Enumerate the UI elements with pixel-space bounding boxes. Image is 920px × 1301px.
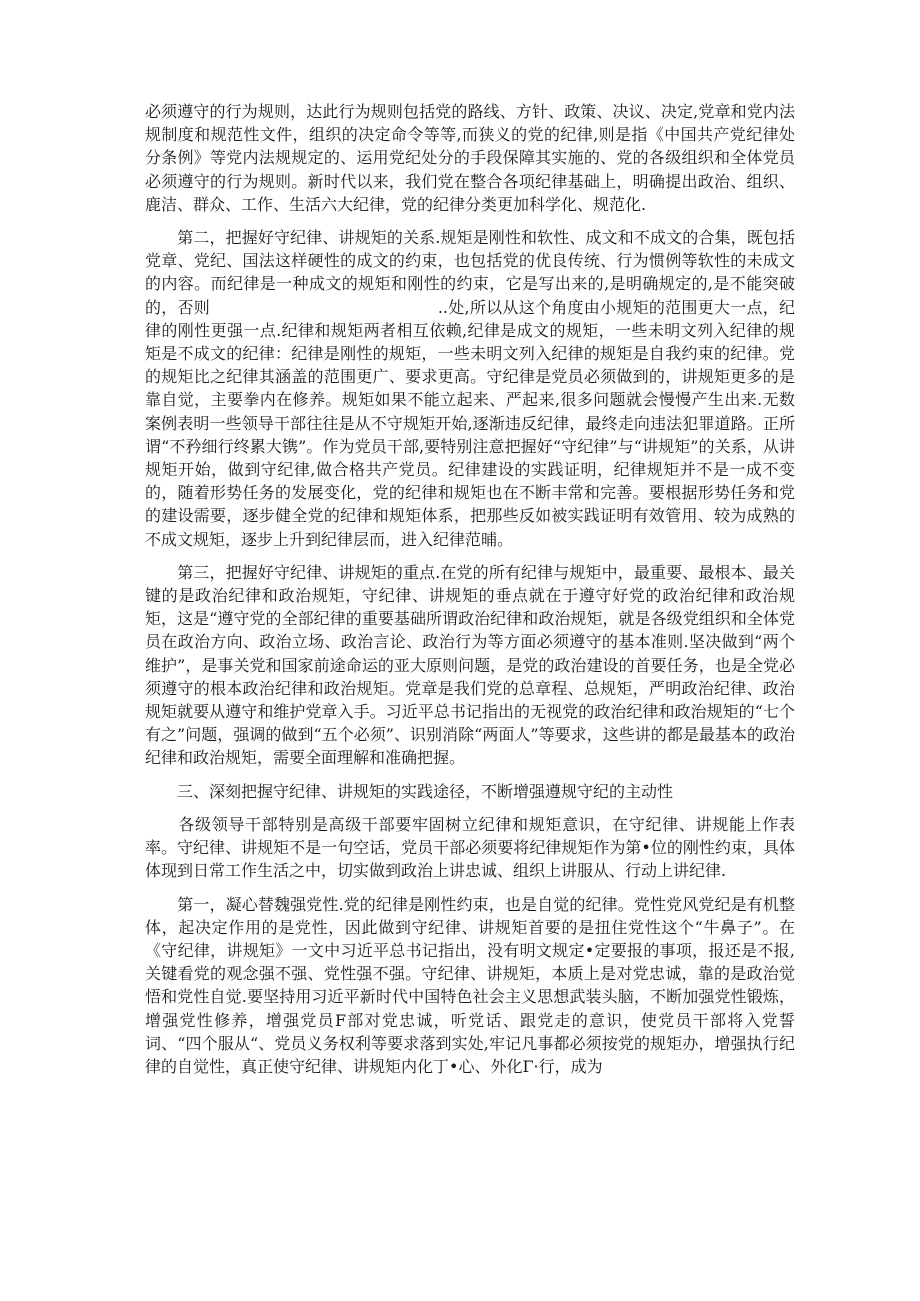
paragraph-first-party-spirit: 第一，凝心替魏强党性.党的纪律是刚性约束，也是自觉的纪律。党性党风党纪是有机整体，起决定作用的是党性，因此做到守纪律、讲规矩首要的是扭住党性这个“牛鼻子”。在《守纪律，讲规矩》一文中习近平总书记指出，没有明文规定•定要报的事项，报还是不报,关键看党的观念强不强、党性强不强。守纪律、讲规矩，本质上是对党忠诚，靠的是政治觉悟和党性自觉.要坚持用习近平新时代中国特色社会主义思想武装头脑，不断加强党性锻炼，增强党性修养，增强党员F部对党忠诚，听党话、跟党走的意识，使党员干部将入党誓词、“四个服从“、党员义务权利等要求落到实处,牢记凡事都必须按党的规矩办，增强执行纪律的自觉性，真正使守纪律、讲规矩内化丁•心、外化Γ·行，成为 — [145, 894, 795, 1076]
paragraph-discipline-definition: 必须遵守的行为规则，达此行为规则包括党的路线、方针、政策、决议、决定,党章和党内法规制度和规范性文件，组织的决定命令等等,而狭义的党的纪律,则是指《中国共产党纪律处分条例》等党内法规规定的、运用党纪处分的手段保障其实施的、党的各级组织和全体党员必须遵守的行为规则。新时代以来，我们党在整合各项纪律基础上，明确提出政治、组织、鹿洁、群众、工作、生活六大纪律，党的纪律分类更加科学化、规范化. — [145, 102, 795, 214]
section-heading-three: 三、深刻把握守纪律、讲规矩的实践途径，不断增强遵规守纪的主动性 — [145, 781, 674, 801]
paragraph-leaders-example: 各级领导干部特别是高级干部要牢固树立纪律和规矩意识，在守纪律、讲规能上作表率。守纪律、讲规矩不是一句空话，党员干部必须要将纪律规矩作为第•位的刚性约束，具体体现到日常工作生活之中，切实做到政治上讲忠诚、组织上讲服从、行动上讲纪律. — [145, 814, 795, 881]
paragraph-third-focus: 第三，把握好守纪律、讲规矩的重点.在党的所有纪律与规矩中，最重要、最根本、最关键的是政治纪律和政治规矩，守纪律、讲规矩的垂点就在于遵守好党的政治纪律和政治规矩，这是“遵守党的全部纪律的重要基础所谓政治纪律和政治规矩，就是各级党组织和全体党员在政治方向、政治立场、政治言论、政治行为等方面必须遵守的基本准则.坚决做到“两个维护”，是事关党和国家前途命运的亚大原则问题，是党的政治建设的首要任务，也是全党必须遵守的根本政治纪律和政治规矩。党章是我们党的总章程、总规矩，严明政治纪律、政治规矩就要从遵守和维护党章入手。习近平总书记指出的无视党的政治纪律和政治规矩的“七个有之”问题，强调的做到“五个必须”、识别消除“两面人”等要求，这些讲的都是最基本的政治纪律和政治规矩，需要全面理解和准确把握。 — [145, 562, 795, 768]
paragraph-second-relationship: 第二，把握好守纪律、讲规矩的关系.规矩是刚性和软性、成文和不成文的合集，既包括党章、党纪、国法这样硬性的成文的约束，也包括党的优良传统、行为惯例等软性的未成文的内容。而纪律是一种成文的规矩和刚性的约束，它是写出来的,是明确规定的,是不能突破的，否则 ..处,所以从这个角度由小规矩的范围更大一点，纪律的刚性更强一点.纪律和规矩两者相互依赖,纪律是成文的规矩，一些未明文列入纪律的规矩是不成文的纪律：纪律是刚性的规矩，一些未明文列入纪律的规矩是自我约束的纪律。党的规矩比之纪律其涵盖的范围更广、要求更高。守纪律是党员必须做到的，讲规矩更多的是靠自觉，主要拳内在修养。规矩如果不能立起来、严起来,很多问题就会慢慢产生出来.无数案例表明一些领导干部往往是从不守规矩开始,逐渐违反纪律，最终走向违法犯罪道路。正所谓“不矜细行终累大镌”。作为党员干部,要特别注意把握好“守纪律”与“讲规矩”的关系，从讲规矩开始，做到守纪律,做合格共产党员。纪律建设的实践证明，纪律规矩并不是一成不变的，随着形势任务的发展变化，党的纪律和规矩也在不断丰常和完善。要根据形势任务和党的建设需要，逐步健全党的纪律和规矩体系，把那些反如被实践证明有效管用、较为成熟的不成文规矩，逐步上升到纪律层而，进入纪律范晡。 — [145, 228, 795, 549]
document-page — [145, 100, 795, 1078]
